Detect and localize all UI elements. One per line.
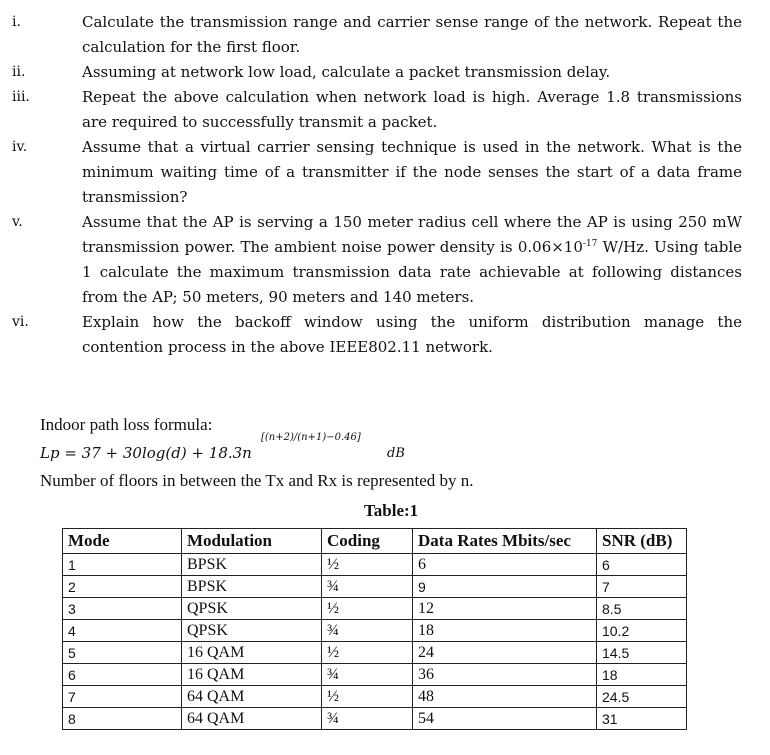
cell-snr: 14.5: [597, 642, 687, 664]
cell-mode: 4: [63, 620, 182, 642]
cell-modulation: BPSK: [182, 576, 322, 598]
question-text: Assume that a virtual carrier sensing technique is used in the network. What is the minimum waiting time of a transmitter if the node senses the start of a data frame transmission?: [82, 138, 742, 206]
cell-snr: 7: [597, 576, 687, 598]
formula-unit: dB: [387, 446, 405, 461]
table-row: [63, 554, 687, 576]
question-text-part-b: W/Hz. Using table 1 calculate the maximum transmission data rate achievable at following distances from the AP; 50 meters, 90 meters and 140 meters.: [82, 238, 742, 306]
cell-snr: 6: [597, 554, 687, 576]
cell-coding: ¾: [322, 576, 413, 598]
table-header-row: [63, 529, 687, 554]
question-number: ii.: [12, 64, 26, 80]
question-text: Repeat the above calculation when network load is high. Average 1.8 transmissions are required to successfully transmit a packet.: [82, 88, 742, 131]
cell-mode: 6: [63, 664, 182, 686]
cell-modulation: QPSK: [182, 598, 322, 620]
question-text: Calculate the transmission range and carrier sense range of the network. Repeat the calculation for the first floor.: [82, 13, 742, 56]
table-row: [63, 686, 687, 708]
table-row: [63, 576, 687, 598]
table-row: [63, 620, 687, 642]
cell-snr: 10.2: [597, 620, 687, 642]
header-modulation: Modulation: [182, 529, 322, 554]
cell-mode: 2: [63, 576, 182, 598]
cell-data-rate: 48: [413, 686, 597, 708]
header-mode: Mode: [63, 529, 182, 554]
cell-coding: ½: [322, 554, 413, 576]
cell-coding: ½: [322, 686, 413, 708]
table-row: [63, 598, 687, 620]
cell-snr: 8.5: [597, 598, 687, 620]
table-row: [63, 664, 687, 686]
cell-data-rate: 12: [413, 598, 597, 620]
cell-coding: ¾: [322, 664, 413, 686]
cell-coding: ½: [322, 642, 413, 664]
table-row: [63, 708, 687, 730]
formula-main: Lp = 37 + 30log(d) + 18.3n: [40, 444, 252, 462]
cell-snr: 18: [597, 664, 687, 686]
header-data-rate: Data Rates Mbits/sec: [413, 529, 597, 554]
cell-data-rate: 36: [413, 664, 597, 686]
exponent: -17: [582, 239, 598, 249]
floors-note: Number of floors in between the Tx and Rx is represented by n.: [40, 471, 474, 490]
cell-modulation: 64 QAM: [182, 686, 322, 708]
question-number: i.: [12, 14, 21, 30]
question-number: iii.: [12, 89, 30, 105]
question-number: iv.: [12, 139, 28, 155]
cell-coding: ¾: [322, 708, 413, 730]
cell-modulation: QPSK: [182, 620, 322, 642]
cell-modulation: 64 QAM: [182, 708, 322, 730]
modulation-table: [62, 528, 687, 730]
header-snr: SNR (dB): [597, 529, 687, 554]
header-coding: Coding: [322, 529, 413, 554]
table-row: [63, 642, 687, 664]
cell-modulation: 16 QAM: [182, 642, 322, 664]
cell-data-rate: 18: [413, 620, 597, 642]
cell-mode: 3: [63, 598, 182, 620]
formula-exponent: [(n+2)/(n+1)−0.46]: [261, 432, 361, 443]
cell-data-rate: 9: [413, 576, 597, 598]
cell-data-rate: 24: [413, 642, 597, 664]
cell-modulation: BPSK: [182, 554, 322, 576]
question-text-part-a: Assume that the AP is serving a 150 meter radius cell where the AP is using 250 mW transmission power. The ambient noise power density is 0.06×10: [82, 213, 742, 256]
cell-mode: 7: [63, 686, 182, 708]
cell-coding: ½: [322, 598, 413, 620]
path-loss-heading: Indoor path loss formula:: [40, 415, 213, 434]
cell-snr: 31: [597, 708, 687, 730]
question-text: [82, 210, 742, 310]
cell-coding: ¾: [322, 620, 413, 642]
cell-mode: 1: [63, 554, 182, 576]
cell-data-rate: 6: [413, 554, 597, 576]
question-number: v.: [12, 214, 23, 230]
question-text: Explain how the backoff window using the uniform distribution manage the contention process in the above IEEE802.11 network.: [82, 313, 742, 356]
cell-mode: 5: [63, 642, 182, 664]
question-number: vi.: [12, 314, 29, 330]
cell-data-rate: 54: [413, 708, 597, 730]
question-text: Assuming at network low load, calculate a packet transmission delay.: [82, 63, 611, 81]
table-caption: Table:1: [364, 501, 419, 520]
cell-modulation: 16 QAM: [182, 664, 322, 686]
cell-mode: 8: [63, 708, 182, 730]
cell-snr: 24.5: [597, 686, 687, 708]
